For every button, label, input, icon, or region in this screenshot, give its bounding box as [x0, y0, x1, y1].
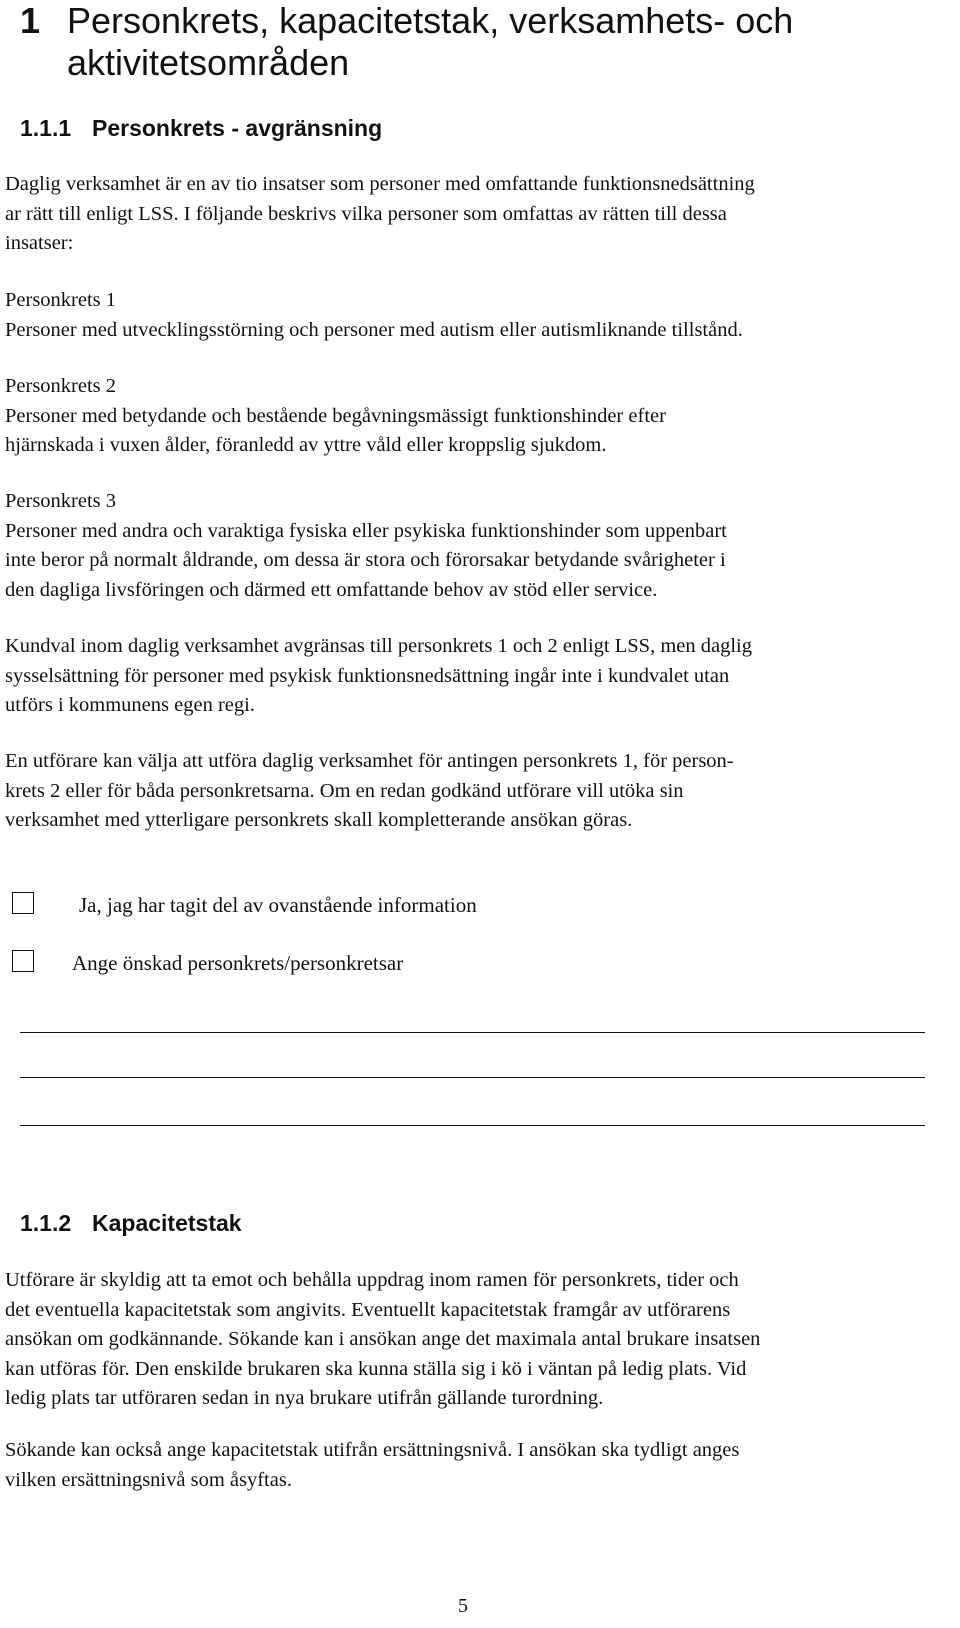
text-line: Daglig verksamhet är en av tio insatser som personer med omfattande funktionsnedsättning: [5, 173, 755, 195]
section-number: 1.1.1: [20, 115, 72, 141]
heading-1-text: [67, 0, 907, 84]
utforare-paragraph: [5, 747, 935, 836]
personkrets-title: Personkrets 2: [5, 375, 117, 397]
checkbox-row-personkrets: [12, 948, 712, 978]
personkrets-1: [5, 286, 935, 345]
heading-1-number: 1: [20, 0, 41, 41]
personkrets-2: [5, 372, 935, 461]
text-line: En utförare kan välja att utföra daglig verksamhet för antingen personkrets 1, för person-: [5, 750, 734, 772]
section-number: 1.1.2: [20, 1210, 72, 1236]
section-heading-1-1-1: [20, 114, 382, 142]
section-heading-1-1-2: [20, 1209, 242, 1237]
kundval-paragraph: [5, 632, 935, 721]
heading-1-line: aktivitetsområden: [67, 42, 350, 83]
page-number: 5: [458, 1595, 468, 1617]
text-line: Utförare är skyldig att ta emot och behålla uppdrag inom ramen för personkrets, tider och: [5, 1269, 739, 1291]
personkrets-title: Personkrets 1: [5, 289, 117, 311]
section-title: Personkrets - avgränsning: [92, 115, 383, 141]
kapacitetstak-paragraph-1: [5, 1266, 935, 1414]
text-line: sysselsättning för personer med psykisk funktionsnedsättning ingår inte i kundvalet utan: [5, 664, 730, 687]
text-line: ansökan om godkännande. Sökande kan i ansökan ange det maximala antal brukare insatsen: [5, 1328, 761, 1350]
text-line: den dagliga livsföringen och därmed ett omfattande behov av stöd eller service.: [5, 578, 658, 601]
personkrets-answer-line[interactable]: [20, 1077, 925, 1078]
personkrets-3: [5, 487, 935, 605]
text-line: Personer med betydande och bestående begåvningsmässigt funktionshinder efter: [5, 404, 666, 427]
information-checkbox[interactable]: [12, 892, 34, 914]
text-line: hjärnskada i vuxen ålder, föranledd av yttre våld eller kroppslig sjukdom.: [5, 434, 607, 456]
personkrets-answer-line[interactable]: [20, 1125, 925, 1126]
intro-paragraph: [5, 170, 935, 259]
section-title: Kapacitetstak: [92, 1210, 242, 1236]
text-line: Sökande kan också ange kapacitetstak utifrån ersättningsnivå. I ansökan ska tydligt anges: [5, 1439, 740, 1461]
text-line: utförs i kommunens egen regi.: [5, 694, 255, 716]
text-line: Kundval inom daglig verksamhet avgränsas till personkrets 1 och 2 enligt LSS, men daglig: [5, 635, 752, 657]
personkrets-checkbox[interactable]: [12, 950, 34, 972]
kapacitetstak-paragraph-2: [5, 1436, 935, 1495]
text-line: ar rätt till enligt LSS. I följande beskrivs vilka personer som omfattas av rätten till dessa: [5, 202, 727, 225]
personkrets-title: Personkrets 3: [5, 490, 117, 512]
text-line: vilken ersättningsnivå som åsyftas.: [5, 1468, 292, 1491]
text-line: kan utföras för. Den enskilde brukaren ska kunna ställa sig i kö i väntan på ledig plats. Vid: [5, 1357, 747, 1380]
text-line: inte beror på normalt åldrande, om dessa är stora och förorsakar betydande svårigheter i: [5, 549, 726, 571]
personkrets-answer-line[interactable]: [20, 1032, 925, 1033]
text-line: Personer med utvecklingsstörning och personer med autism eller autismliknande tillstånd.: [5, 318, 743, 341]
text-line: verksamhet med ytterligare personkrets skall kompletterande ansökan göras.: [5, 809, 633, 831]
text-line: ledig plats tar utföraren sedan in nya brukare utifrån gällande turordning.: [5, 1387, 604, 1409]
text-line: Personer med andra och varaktiga fysiska eller psykiska funktionshinder som uppenbart: [5, 519, 727, 542]
text-line: krets 2 eller för båda personkretsarna. Om en redan godkänd utförare vill utöka sin: [5, 779, 684, 802]
checkbox-row-information: [12, 890, 712, 920]
personkrets-checkbox-label: Ange önskad personkrets/personkretsar: [72, 951, 404, 975]
information-checkbox-label: Ja, jag har tagit del av ovanstående information: [79, 893, 477, 917]
text-line: insatser:: [5, 232, 74, 254]
heading-1-line: Personkrets, kapacitetstak, verksamhets- och: [67, 0, 794, 41]
text-line: det eventuella kapacitetstak som angivits. Eventuellt kapacitetstak framgår av utförarens: [5, 1298, 731, 1321]
